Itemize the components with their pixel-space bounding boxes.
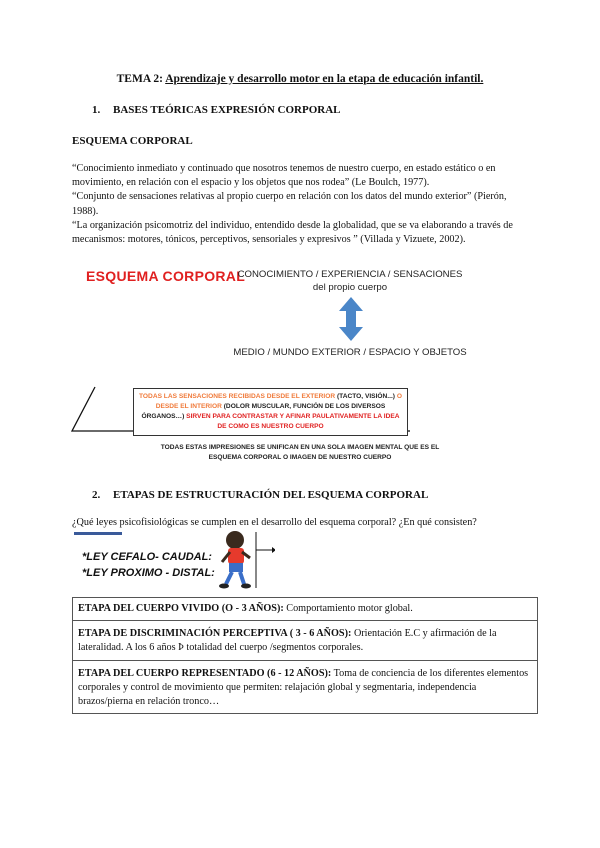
diagram-top-line1: CONOCIMIENTO / EXPERIENCIA / SENSACIONES: [237, 269, 463, 280]
stage-row: [73, 621, 537, 660]
title-underlined: Aprendizaje y desarrollo motor en la etapa de educación infantil.: [165, 73, 484, 85]
stage-title: ETAPA DE DISCRIMINACIÓN PERCEPTIVA ( 3 - 6 AÑOS):: [78, 628, 352, 640]
diagram-top-line2: del propio cuerpo: [312, 282, 388, 293]
law-cefalo-caudal: *LEY CEFALO- CAUDAL:: [82, 551, 212, 563]
quote-le-boulch: “Conocimiento inmediato y continuado que nosotros tenemos de nuestro cuerpo, en estado estático o en movimiento, en relación con el espacio y los objetos que nos rodea” (Le Boulch, 1977).: [72, 163, 496, 189]
box-part5: (DOLOR MUSCULAR, FUNCIÓN DE LOS DIVERSOS ÓRGANOS…): [141, 403, 386, 420]
sensations-box: [133, 388, 408, 436]
diagram-top-text: [230, 268, 470, 294]
section2-heading-text: ETAPAS DE ESTRUCTURACIÓN DEL ESQUEMA CORPORAL: [113, 489, 429, 501]
note-part1: TODAS ESTAS IMPRESIONES SE UNIFICAN EN UNA SOLA IMAGEN MENTAL QUE ES EL: [160, 444, 440, 451]
box-part6: SIRVEN PARA CONTRASTAR Y AFINAR PAULATIVAMENTE LA IDEA DE COMO ES NUESTRO CUERPO: [184, 413, 400, 430]
note-part2: ESQUEMA CORPORAL O IMAGEN DE NUESTRO CUERPO: [208, 454, 392, 461]
title-prefix: TEMA 2:: [116, 73, 166, 85]
quote-villada: “La organización psicomotriz del individuo, entendido desde la globalidad, que se va elaborando a través de mecanismos: motores, tónicos, perceptivos, sensoriales y expresivos ” (Villada y Vizuete, 2002).: [72, 219, 513, 246]
stage-desc: Orientación E.C y afirmación de la lateralidad. A los 6 años Þ totalidad del cuerpo /segmentos corporales.: [78, 628, 497, 654]
box-part3: O DESDE EL: [155, 393, 402, 410]
running-child-icon: [210, 528, 275, 590]
stage-desc: Toma de conciencia de los diferentes elementos corporales y control de movimiento que permiten: relajación global y segmentaria, independencia brazos/pierna en relación tronco…: [78, 667, 529, 708]
diagram-bottom-text: MEDIO / MUNDO EXTERIOR / ESPACIO Y OBJETOS: [233, 347, 467, 358]
quote-pieron: “Conjunto de sensaciones relativas al propio cuerpo en relación con los datos del mundo exterior” (Pierón, 1988).: [72, 191, 507, 217]
stages-table: [72, 597, 538, 714]
stage-row: [73, 598, 537, 621]
section2-number: 2.: [92, 489, 101, 501]
stage-title: ETAPA DEL CUERPO REPRESENTADO (6 - 12 AÑOS):: [78, 667, 332, 679]
page-title: [0, 73, 600, 85]
stage-row: [73, 661, 537, 714]
stage-title: ETAPA DEL CUERPO VIVIDO (O - 3 AÑOS):: [78, 603, 284, 614]
decorative-bar: [74, 532, 122, 535]
diagram-label: ESQUEMA CORPORAL: [86, 268, 246, 284]
box-part2: (TACTO, VISIÓN...): [336, 393, 395, 400]
section2-heading: [92, 489, 428, 501]
section1-heading: [92, 104, 341, 116]
section1-subheading: ESQUEMA CORPORAL: [72, 135, 193, 147]
quotes-block: [72, 162, 534, 247]
box-part4: INTERIOR: [190, 403, 224, 410]
section2-question: ¿Qué leyes psicofisiológicas se cumplen en el desarrollo del esquema corporal? ¿En qué consisten?: [72, 517, 477, 528]
section1-heading-text: BASES TEÓRICAS EXPRESIÓN CORPORAL: [113, 104, 341, 116]
box-part1: TODAS LAS SENSACIONES RECIBIDAS DESDE EL EXTERIOR: [139, 393, 337, 400]
section1-number: 1.: [92, 104, 101, 116]
unification-note: [150, 443, 450, 463]
law-proximo-distal: *LEY PROXIMO - DISTAL:: [82, 567, 215, 579]
stage-desc: Comportamiento motor global.: [283, 603, 413, 614]
double-arrow-icon: [335, 295, 367, 343]
